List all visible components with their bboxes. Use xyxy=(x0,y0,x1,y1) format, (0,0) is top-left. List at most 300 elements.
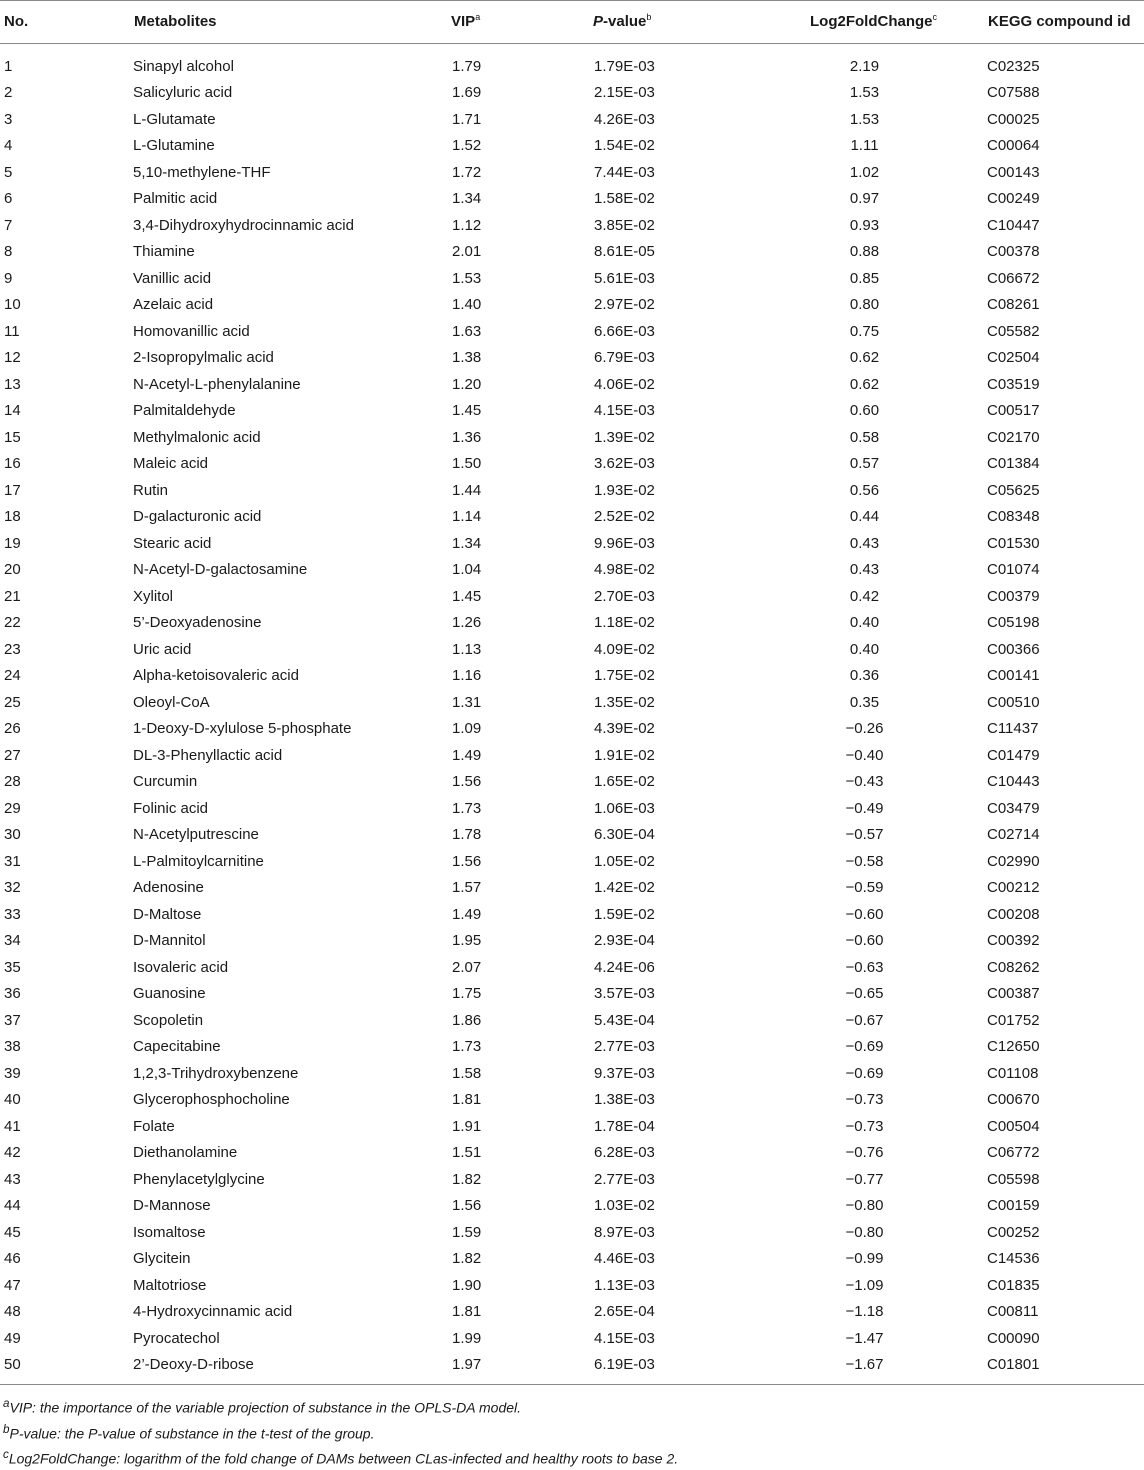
cell-metabolite: Scopoletin xyxy=(133,1011,204,1029)
header-pvalue xyxy=(592,1,760,44)
table-row xyxy=(0,371,1144,398)
cell-vip: 1.13 xyxy=(452,640,482,658)
cell-vip: 1.36 xyxy=(452,428,482,446)
cell-kegg: C08261 xyxy=(987,296,1040,314)
cell-no: 42 xyxy=(4,1144,21,1162)
cell-metabolite: Salicyluric acid xyxy=(133,84,233,102)
cell-metabolite: Phenylacetylglycine xyxy=(133,1170,265,1188)
table-row xyxy=(0,159,1144,186)
cell-metabolite: Azelaic acid xyxy=(133,296,214,314)
cell-vip: 1.31 xyxy=(452,693,482,711)
cell-no: 48 xyxy=(4,1303,21,1321)
cell-no: 36 xyxy=(4,985,21,1003)
cell-kegg: C00025 xyxy=(987,110,1040,128)
cell-log2fc: 1.53 xyxy=(849,84,880,102)
cell-kegg: C05582 xyxy=(987,322,1040,340)
cell-log2fc: −1.09 xyxy=(845,1276,884,1294)
cell-pvalue: 1.58E-02 xyxy=(594,190,655,208)
cell-vip: 1.71 xyxy=(452,110,482,128)
cell-no: 6 xyxy=(4,190,13,208)
cell-metabolite: Curcumin xyxy=(133,773,198,791)
cell-pvalue: 4.98E-02 xyxy=(594,561,655,579)
cell-pvalue: 1.05E-02 xyxy=(594,852,655,870)
cell-metabolite: 1,2,3-Trihydroxybenzene xyxy=(133,1064,299,1082)
cell-pvalue: 6.66E-03 xyxy=(594,322,655,340)
table-row xyxy=(0,716,1144,743)
table-row xyxy=(0,451,1144,478)
cell-log2fc: 0.35 xyxy=(849,693,880,711)
cell-vip: 1.81 xyxy=(452,1303,482,1321)
table-row xyxy=(0,424,1144,451)
cell-log2fc: −0.57 xyxy=(845,826,884,844)
cell-pvalue: 4.15E-03 xyxy=(594,402,655,420)
cell-kegg: C01074 xyxy=(987,561,1040,579)
cell-log2fc: −0.80 xyxy=(845,1197,884,1215)
cell-no: 40 xyxy=(4,1091,21,1109)
cell-kegg: C00378 xyxy=(987,243,1040,261)
cell-vip: 1.75 xyxy=(452,985,482,1003)
table-row xyxy=(0,106,1144,133)
cell-metabolite: N-Acetylputrescine xyxy=(133,826,259,844)
cell-no: 47 xyxy=(4,1276,21,1294)
cell-metabolite: Folinic acid xyxy=(133,799,209,817)
cell-pvalue: 6.19E-03 xyxy=(594,1355,655,1373)
cell-metabolite: 5,10-methylene-THF xyxy=(133,163,271,181)
cell-kegg: C05625 xyxy=(987,481,1040,499)
cell-pvalue: 6.79E-03 xyxy=(594,349,655,367)
table-row xyxy=(0,530,1144,557)
table-row xyxy=(0,477,1144,504)
cell-log2fc: 0.93 xyxy=(849,216,880,234)
cell-kegg: C03519 xyxy=(987,375,1040,393)
header-pvalue-label: -value xyxy=(603,13,647,30)
cell-no: 44 xyxy=(4,1197,21,1215)
header-kegg xyxy=(987,1,1144,44)
cell-no: 3 xyxy=(4,110,13,128)
cell-kegg: C07588 xyxy=(987,84,1040,102)
header-pvalue-p: P xyxy=(593,13,604,30)
table-row xyxy=(0,1113,1144,1140)
cell-vip: 1.56 xyxy=(452,852,482,870)
cell-pvalue: 2.70E-03 xyxy=(594,587,655,605)
table-row xyxy=(0,504,1144,531)
cell-pvalue: 1.75E-02 xyxy=(594,667,655,685)
cell-metabolite: Palmitaldehyde xyxy=(133,402,236,420)
table-row xyxy=(0,901,1144,928)
cell-pvalue: 6.30E-04 xyxy=(594,826,655,844)
cell-log2fc: −1.67 xyxy=(845,1355,884,1373)
table-row xyxy=(0,1352,1144,1383)
cell-metabolite: Isomaltose xyxy=(133,1223,206,1241)
cell-pvalue: 1.35E-02 xyxy=(594,693,655,711)
header-log2fc-sup: c xyxy=(932,12,937,22)
table-row xyxy=(0,742,1144,769)
cell-vip: 1.53 xyxy=(452,269,482,287)
cell-pvalue: 1.03E-02 xyxy=(594,1197,655,1215)
cell-no: 16 xyxy=(4,455,21,473)
cell-no: 33 xyxy=(4,905,21,923)
table-row xyxy=(0,186,1144,213)
cell-no: 29 xyxy=(4,799,21,817)
table-row xyxy=(0,1140,1144,1167)
cell-log2fc: −0.80 xyxy=(845,1223,884,1241)
cell-kegg: C01835 xyxy=(987,1276,1040,1294)
cell-pvalue: 1.18E-02 xyxy=(594,614,655,632)
cell-vip: 1.34 xyxy=(452,534,482,552)
cell-pvalue: 1.91E-02 xyxy=(594,746,655,764)
cell-kegg: C00249 xyxy=(987,190,1040,208)
cell-log2fc: 0.57 xyxy=(849,455,880,473)
cell-no: 50 xyxy=(4,1355,21,1373)
cell-vip: 1.09 xyxy=(452,720,482,738)
cell-metabolite: Palmitic acid xyxy=(133,190,218,208)
cell-pvalue: 5.43E-04 xyxy=(594,1011,655,1029)
cell-pvalue: 1.65E-02 xyxy=(594,773,655,791)
cell-pvalue: 3.57E-03 xyxy=(594,985,655,1003)
cell-no: 17 xyxy=(4,481,21,499)
cell-vip: 1.95 xyxy=(452,932,482,950)
cell-vip: 1.82 xyxy=(452,1250,482,1268)
header-no-label: No. xyxy=(4,13,29,30)
header-row xyxy=(0,1,1144,44)
cell-kegg: C01530 xyxy=(987,534,1040,552)
cell-metabolite: 3,4-Dihydroxyhydrocinnamic acid xyxy=(133,216,354,234)
cell-metabolite: DL-3-Phenyllactic acid xyxy=(133,746,283,764)
header-no xyxy=(0,1,133,44)
cell-no: 10 xyxy=(4,296,21,314)
header-vip-label: VIP xyxy=(451,13,476,30)
cell-kegg: C00208 xyxy=(987,905,1040,923)
cell-metabolite: Glycerophosphocholine xyxy=(133,1091,290,1109)
table-row xyxy=(0,1193,1144,1220)
cell-vip: 1.34 xyxy=(452,190,482,208)
cell-log2fc: 0.62 xyxy=(849,375,880,393)
cell-kegg: C10447 xyxy=(987,216,1040,234)
table-row xyxy=(0,292,1144,319)
cell-kegg: C05198 xyxy=(987,614,1040,632)
cell-log2fc: 0.40 xyxy=(849,640,880,658)
cell-no: 34 xyxy=(4,932,21,950)
cell-kegg: C00366 xyxy=(987,640,1040,658)
footnote-b xyxy=(0,1419,1144,1445)
cell-no: 24 xyxy=(4,667,21,685)
cell-vip: 1.59 xyxy=(452,1223,482,1241)
cell-pvalue: 2.52E-02 xyxy=(594,508,655,526)
cell-no: 25 xyxy=(4,693,21,711)
cell-pvalue: 1.59E-02 xyxy=(594,905,655,923)
cell-kegg: C03479 xyxy=(987,799,1040,817)
cell-metabolite: D-Mannose xyxy=(133,1197,211,1215)
cell-log2fc: −1.18 xyxy=(845,1303,884,1321)
cell-log2fc: 0.36 xyxy=(849,667,880,685)
cell-no: 39 xyxy=(4,1064,21,1082)
cell-pvalue: 4.24E-06 xyxy=(594,958,655,976)
cell-kegg: C00670 xyxy=(987,1091,1040,1109)
table-row xyxy=(0,212,1144,239)
cell-no: 5 xyxy=(4,163,13,181)
cell-no: 32 xyxy=(4,879,21,897)
cell-pvalue: 3.85E-02 xyxy=(594,216,655,234)
cell-pvalue: 6.28E-03 xyxy=(594,1144,655,1162)
cell-vip: 1.99 xyxy=(452,1329,482,1347)
cell-vip: 2.07 xyxy=(452,958,482,976)
cell-vip: 1.52 xyxy=(452,137,482,155)
cell-kegg: C06772 xyxy=(987,1144,1040,1162)
cell-log2fc: 1.02 xyxy=(849,163,880,181)
cell-log2fc: 0.97 xyxy=(849,190,880,208)
cell-metabolite: Diethanolamine xyxy=(133,1144,238,1162)
header-pvalue-sup: b xyxy=(646,12,652,22)
cell-no: 7 xyxy=(4,216,13,234)
cell-pvalue: 1.79E-03 xyxy=(594,58,655,76)
cell-log2fc: −0.49 xyxy=(845,799,884,817)
cell-vip: 1.49 xyxy=(452,905,482,923)
cell-pvalue: 1.42E-02 xyxy=(594,879,655,897)
table-row xyxy=(0,1007,1144,1034)
cell-kegg: C00392 xyxy=(987,932,1040,950)
cell-pvalue: 3.62E-03 xyxy=(594,455,655,473)
cell-kegg: C02714 xyxy=(987,826,1040,844)
cell-kegg: C01801 xyxy=(987,1355,1040,1373)
cell-no: 43 xyxy=(4,1170,21,1188)
cell-vip: 1.04 xyxy=(452,561,482,579)
cell-log2fc: 0.62 xyxy=(849,349,880,367)
cell-pvalue: 1.38E-03 xyxy=(594,1091,655,1109)
cell-metabolite: 2’-Deoxy-D-ribose xyxy=(133,1355,254,1373)
table-row xyxy=(0,1299,1144,1326)
table-row xyxy=(0,1034,1144,1061)
cell-vip: 1.81 xyxy=(452,1091,482,1109)
header-vip xyxy=(451,1,592,44)
cell-no: 13 xyxy=(4,375,21,393)
cell-log2fc: 0.80 xyxy=(849,296,880,314)
cell-kegg: C00510 xyxy=(987,693,1040,711)
cell-vip: 1.69 xyxy=(452,84,482,102)
cell-log2fc: 0.42 xyxy=(849,587,880,605)
cell-log2fc: 0.44 xyxy=(849,508,880,526)
header-log2fc xyxy=(760,1,987,44)
footnote-b-text: P-value: the P-value of substance in the t-test of the group. xyxy=(9,1425,375,1442)
table-row xyxy=(0,954,1144,981)
cell-no: 21 xyxy=(4,587,21,605)
table-row xyxy=(0,928,1144,955)
cell-pvalue: 2.77E-03 xyxy=(594,1038,655,1056)
table-row xyxy=(0,239,1144,266)
cell-vip: 1.51 xyxy=(452,1144,482,1162)
cell-metabolite: D-galacturonic acid xyxy=(133,508,262,526)
cell-kegg: C00811 xyxy=(987,1303,1039,1321)
cell-metabolite: Adenosine xyxy=(133,879,204,897)
cell-pvalue: 5.61E-03 xyxy=(594,269,655,287)
cell-no: 8 xyxy=(4,243,13,261)
cell-vip: 1.20 xyxy=(452,375,482,393)
cell-kegg: C01752 xyxy=(987,1011,1040,1029)
cell-log2fc: 0.58 xyxy=(849,428,880,446)
header-vip-sup: a xyxy=(475,12,481,22)
footnote-c-text: Log2FoldChange: logarithm of the fold change of DAMs between CLas-infected and healthy roots to base 2. xyxy=(8,1450,679,1467)
cell-vip: 1.12 xyxy=(452,216,482,234)
cell-kegg: C06672 xyxy=(987,269,1040,287)
cell-no: 35 xyxy=(4,958,21,976)
cell-metabolite: Stearic acid xyxy=(133,534,212,552)
cell-no: 1 xyxy=(4,58,13,76)
cell-kegg: C08262 xyxy=(987,958,1040,976)
cell-no: 37 xyxy=(4,1011,21,1029)
cell-no: 31 xyxy=(4,852,21,870)
table-row xyxy=(0,398,1144,425)
cell-metabolite: Guanosine xyxy=(133,985,206,1003)
cell-kegg: C10443 xyxy=(987,773,1040,791)
cell-log2fc: −0.67 xyxy=(845,1011,884,1029)
cell-no: 38 xyxy=(4,1038,21,1056)
cell-metabolite: D-Maltose xyxy=(133,905,202,923)
cell-log2fc: 0.75 xyxy=(849,322,880,340)
table-row xyxy=(0,80,1144,107)
cell-log2fc: 2.19 xyxy=(849,58,880,76)
table-row xyxy=(0,1325,1144,1352)
cell-metabolite: L-Glutamate xyxy=(133,110,216,128)
table-row xyxy=(0,689,1144,716)
cell-vip: 1.45 xyxy=(452,587,482,605)
cell-log2fc: 0.43 xyxy=(849,561,880,579)
cell-pvalue: 2.77E-03 xyxy=(594,1170,655,1188)
cell-pvalue: 8.97E-03 xyxy=(594,1223,655,1241)
footnote-c-mark: c xyxy=(3,1448,9,1462)
cell-no: 2 xyxy=(4,84,13,102)
cell-log2fc: −0.69 xyxy=(845,1038,884,1056)
table-row xyxy=(0,795,1144,822)
cell-kegg: C11437 xyxy=(987,720,1039,738)
cell-pvalue: 4.06E-02 xyxy=(594,375,655,393)
cell-metabolite: N-Acetyl-L-phenylalanine xyxy=(133,375,301,393)
cell-log2fc: 0.60 xyxy=(849,402,880,420)
table-row xyxy=(0,1060,1144,1087)
cell-metabolite: Maltotriose xyxy=(133,1276,207,1294)
cell-metabolite: Pyrocatechol xyxy=(133,1329,220,1347)
cell-vip: 1.90 xyxy=(452,1276,482,1294)
cell-vip: 1.38 xyxy=(452,349,482,367)
cell-log2fc: −0.43 xyxy=(845,773,884,791)
table-body xyxy=(0,44,1144,1383)
cell-metabolite: L-Palmitoylcarnitine xyxy=(133,852,264,870)
cell-pvalue: 2.93E-04 xyxy=(594,932,655,950)
cell-kegg: C02170 xyxy=(987,428,1040,446)
cell-vip: 1.63 xyxy=(452,322,482,340)
cell-vip: 1.14 xyxy=(452,508,482,526)
cell-metabolite: Folate xyxy=(133,1117,175,1135)
cell-no: 4 xyxy=(4,137,13,155)
cell-log2fc: −0.63 xyxy=(845,958,884,976)
cell-vip: 1.79 xyxy=(452,58,482,76)
cell-no: 22 xyxy=(4,614,21,632)
table-row xyxy=(0,822,1144,849)
cell-kegg: C00159 xyxy=(987,1197,1040,1215)
cell-pvalue: 1.93E-02 xyxy=(594,481,655,499)
cell-vip: 1.73 xyxy=(452,1038,482,1056)
cell-log2fc: −0.26 xyxy=(845,720,884,738)
table-row xyxy=(0,848,1144,875)
cell-log2fc: 1.53 xyxy=(849,110,880,128)
cell-vip: 1.16 xyxy=(452,667,482,685)
cell-vip: 1.56 xyxy=(452,773,482,791)
cell-kegg: C01384 xyxy=(987,455,1040,473)
cell-no: 19 xyxy=(4,534,21,552)
cell-pvalue: 8.61E-05 xyxy=(594,243,655,261)
footnote-a-mark: a xyxy=(3,1397,10,1410)
cell-metabolite: Alpha-ketoisovaleric acid xyxy=(133,667,299,685)
cell-metabolite: Thiamine xyxy=(133,243,195,261)
table-row xyxy=(0,133,1144,160)
cell-log2fc: 1.11 xyxy=(850,137,879,155)
cell-kegg: C00387 xyxy=(987,985,1040,1003)
cell-log2fc: −0.69 xyxy=(845,1064,884,1082)
table-row xyxy=(0,583,1144,610)
cell-no: 18 xyxy=(4,508,21,526)
table-row xyxy=(0,636,1144,663)
cell-metabolite: Homovanillic acid xyxy=(133,322,250,340)
header-log2fc-label: Log2FoldChange xyxy=(810,13,933,30)
cell-pvalue: 4.39E-02 xyxy=(594,720,655,738)
cell-metabolite: 2-Isopropylmalic acid xyxy=(133,349,274,367)
cell-metabolite: Vanillic acid xyxy=(133,269,212,287)
cell-pvalue: 9.37E-03 xyxy=(594,1064,655,1082)
cell-vip: 1.49 xyxy=(452,746,482,764)
cell-metabolite: D-Mannitol xyxy=(133,932,206,950)
cell-vip: 1.91 xyxy=(452,1117,482,1135)
cell-pvalue: 1.39E-02 xyxy=(594,428,655,446)
cell-pvalue: 2.15E-03 xyxy=(594,84,655,102)
cell-kegg: C00141 xyxy=(987,667,1040,685)
cell-no: 12 xyxy=(4,349,21,367)
cell-kegg: C02504 xyxy=(987,349,1040,367)
footnote-c xyxy=(0,1444,1144,1470)
cell-kegg: C00212 xyxy=(987,879,1040,897)
cell-pvalue: 7.44E-03 xyxy=(594,163,655,181)
table-row xyxy=(0,1272,1144,1299)
cell-log2fc: 0.88 xyxy=(849,243,880,261)
cell-log2fc: −0.99 xyxy=(845,1250,884,1268)
cell-no: 26 xyxy=(4,720,21,738)
cell-log2fc: 0.40 xyxy=(849,614,880,632)
cell-vip: 1.58 xyxy=(452,1064,482,1082)
cell-log2fc: −0.73 xyxy=(845,1091,884,1109)
cell-metabolite: Rutin xyxy=(133,481,169,499)
cell-pvalue: 4.09E-02 xyxy=(594,640,655,658)
cell-vip: 1.72 xyxy=(452,163,482,181)
cell-no: 9 xyxy=(4,269,13,287)
cell-pvalue: 4.15E-03 xyxy=(594,1329,655,1347)
cell-kegg: C00504 xyxy=(987,1117,1040,1135)
cell-metabolite: Methylmalonic acid xyxy=(133,428,261,446)
cell-kegg: C05598 xyxy=(987,1170,1040,1188)
cell-metabolite: Glycitein xyxy=(133,1250,191,1268)
cell-log2fc: 0.43 xyxy=(849,534,880,552)
table-row xyxy=(0,345,1144,372)
cell-vip: 1.44 xyxy=(452,481,482,499)
header-kegg-label: KEGG compound id xyxy=(988,13,1131,30)
cell-kegg: C12650 xyxy=(987,1038,1040,1056)
cell-metabolite: Sinapyl alcohol xyxy=(133,58,234,76)
cell-vip: 2.01 xyxy=(452,243,482,261)
cell-log2fc: −0.77 xyxy=(845,1170,884,1188)
cell-pvalue: 9.96E-03 xyxy=(594,534,655,552)
cell-metabolite: L-Glutamine xyxy=(133,137,215,155)
cell-pvalue: 1.13E-03 xyxy=(594,1276,655,1294)
table-row xyxy=(0,318,1144,345)
table-row xyxy=(0,265,1144,292)
cell-log2fc: −0.73 xyxy=(845,1117,884,1135)
cell-metabolite: 5’-Deoxyadenosine xyxy=(133,614,262,632)
